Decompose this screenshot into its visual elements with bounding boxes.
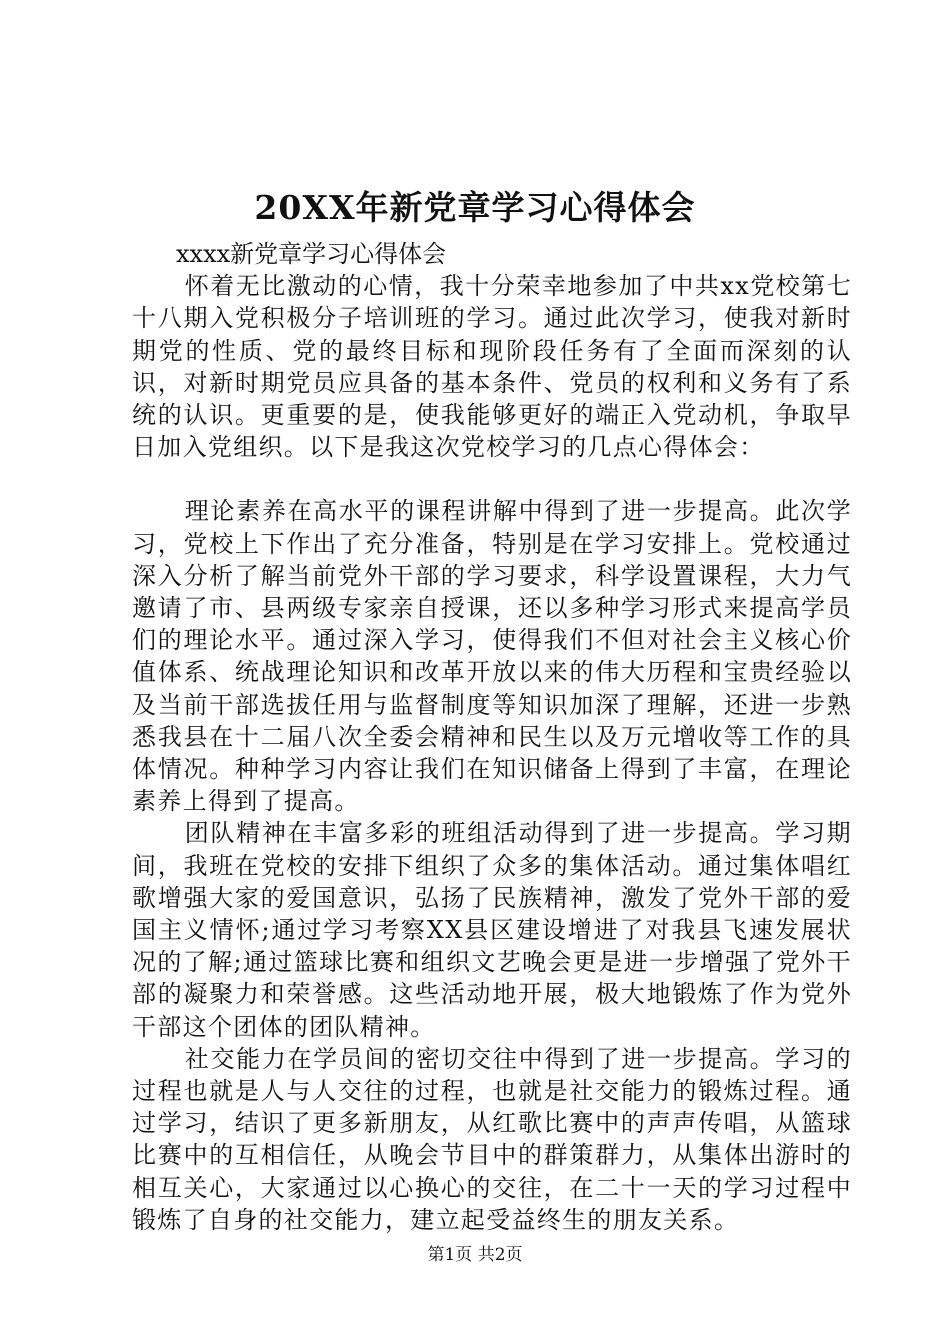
paragraph-list (132, 270, 852, 1236)
paragraph: 社交能力在学员间的密切交往中得到了进一步提高。学习的过程也就是人与人交往的过程，也就是社交能力的锻炼过程。通过学习，结识了更多新朋友，从红歌比赛中的声声传唱，从篮球比赛中的互相信任，从晚会节目中的群策群力，从集体出游时的相互关心，大家通过以心换心的交往，在二十一天的学习过程中锻炼了自身的社交能力，建立起受益终生的朋友关系。 (132, 1044, 852, 1234)
document-title: 20XX年新党章学习心得体会 (254, 188, 696, 227)
paragraph: 理论素养在高水平的课程讲解中得到了进一步提高。此次学习，党校上下作出了充分准备，特别是在学习安排上。党校通过深入分析了解当前党外干部的学习要求，科学设置课程，大力气邀请了市、县两级专家亲自授课，还以多种学习形式来提高学员们的理论水平。通过深入学习，使得我们不但对社会主义核心价值体系、统战理论知识和改革开放以来的伟大历程和宝贵经验以及当前干部选拔任用与监督制度等知识加深了理解，还进一步熟悉我县在十二届八次全委会精神和民生以及万元增收等工作的具体情况。种种学习内容让我们在知识储备上得到了丰富，在理论素养上得到了提高。 (132, 497, 852, 816)
document-body (132, 238, 852, 1236)
paragraph: 团队精神在丰富多彩的班组活动得到了进一步提高。学习期间，我班在党校的安排下组织了众多的集体活动。通过集体唱红歌增强大家的爱国意识，弘扬了民族精神，激发了党外干部的爱国主义情怀;通过学习考察XX县区建设增进了对我县飞速发展状况的了解;通过篮球比赛和组织文艺晚会更是进一步增强了党外干部的凝聚力和荣誉感。这些活动地开展，极大地锻炼了作为党外干部这个团体的团队精神。 (132, 819, 852, 1041)
page-footer: 第1页 共2页 (427, 1245, 523, 1265)
document-subtitle: xxxx新党章学习心得体会 (176, 240, 447, 268)
paragraph: 怀着无比激动的心情，我十分荣幸地参加了中共xx党校第七十八期入党积极分子培训班的学习。通过此次学习，使我对新时期党的性质、党的最终目标和现阶段任务有了全面而深刻的认识，对新时期党员应具备的基本条件、党员的权利和义务有了系统的认识。更重要的是，使我能够更好的端正入党动机，争取早日加入党组织。以下是我这次党校学习的几点心得体会： (132, 272, 852, 462)
